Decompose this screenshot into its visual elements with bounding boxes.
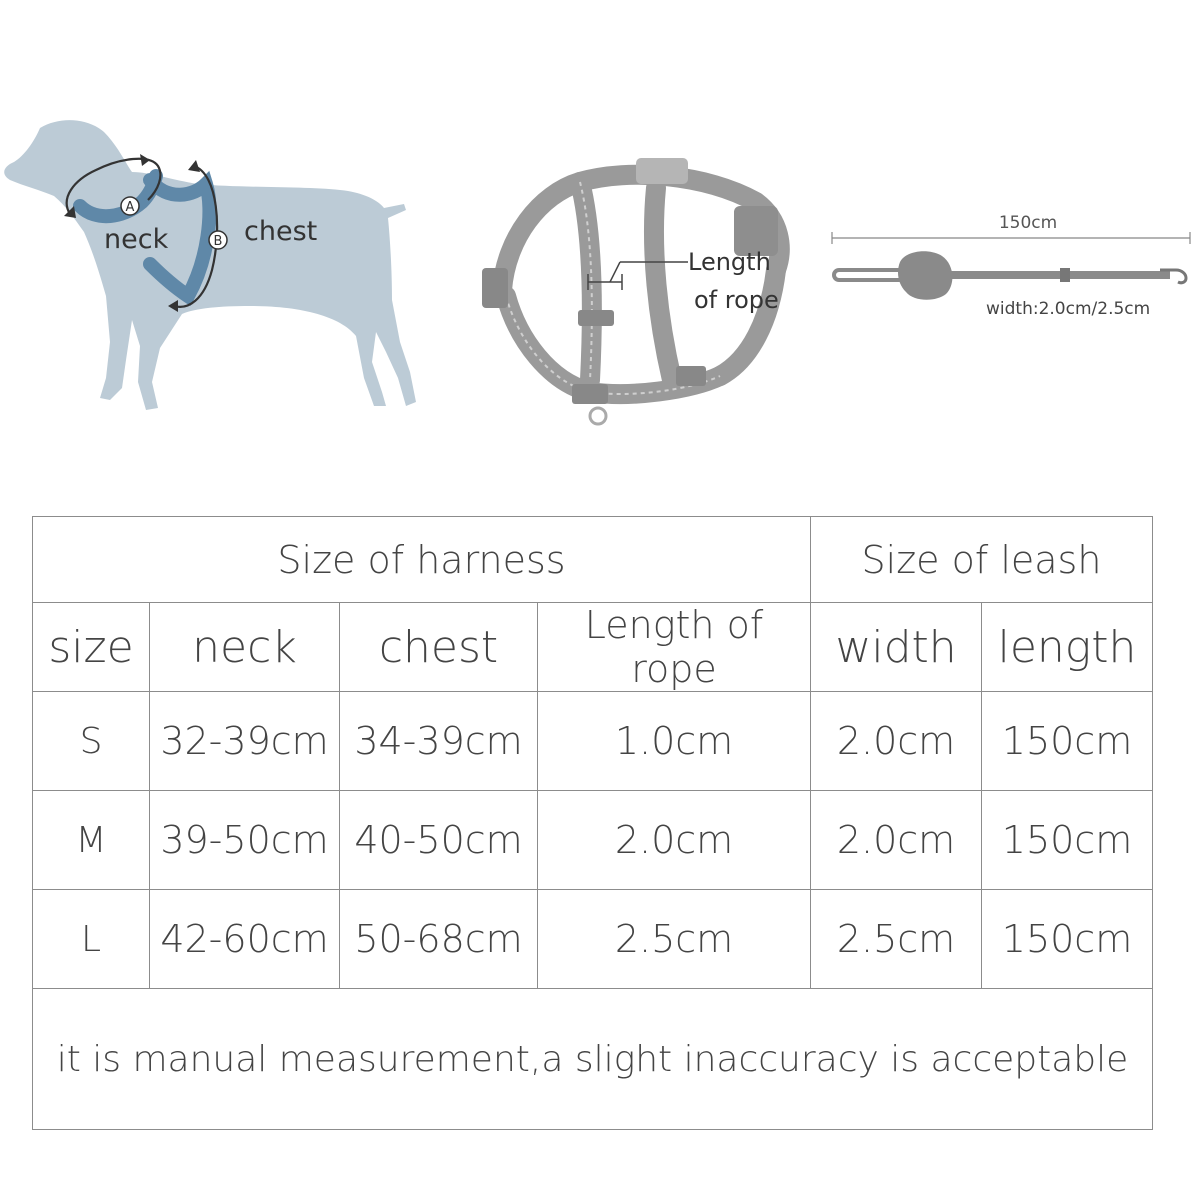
dog-silhouette (4, 120, 416, 410)
harness-top-buckle (636, 158, 688, 184)
column-header-neck: neck (150, 603, 340, 692)
column-header-row (33, 603, 1153, 692)
leash-product-illustration (820, 200, 1200, 320)
table-row (33, 692, 1153, 791)
neck-cell: 42-60cm (150, 890, 340, 989)
column-header-chest: chest (340, 603, 538, 692)
size-cell: M (33, 791, 150, 890)
width-cell: 2.0cm (811, 791, 982, 890)
column-header-size: size (33, 603, 150, 692)
rope-length-connector (610, 262, 620, 282)
measurement-note: it is manual measurement,a slight inaccuracy is acceptable (33, 989, 1153, 1130)
dog-measurement-illustration (0, 110, 430, 430)
marker-a: A (125, 200, 135, 215)
rope-cell: 2.5cm (538, 890, 811, 989)
harness-d-ring (590, 408, 606, 424)
rope-cell: 1.0cm (538, 692, 811, 791)
width-cell: 2.0cm (811, 692, 982, 791)
size-cell: S (33, 692, 150, 791)
size-cell: L (33, 890, 150, 989)
note-row (33, 989, 1153, 1130)
neck-arrow-icon-2 (140, 154, 150, 166)
harness-slider (578, 310, 614, 326)
table-header-row (33, 517, 1153, 603)
column-header-length: length (982, 603, 1153, 692)
rope-cell: 2.0cm (538, 791, 811, 890)
table-row (33, 890, 1153, 989)
chest-cell: 40-50cm (340, 791, 538, 890)
harness-chest-slider (676, 366, 706, 386)
length-cell: 150cm (982, 890, 1153, 989)
marker-b: B (213, 234, 223, 249)
leash-pouch (898, 251, 952, 300)
chest-arrow-icon (188, 160, 200, 172)
chest-cell: 34-39cm (340, 692, 538, 791)
leash-handle (834, 270, 904, 280)
chest-label: chest (244, 216, 318, 247)
neck-label: neck (104, 224, 169, 255)
harness-side-buckle (482, 268, 508, 308)
neck-cell: 32-39cm (150, 692, 340, 791)
harness-bottom-slider (572, 384, 608, 404)
length-cell: 150cm (982, 791, 1153, 890)
column-header-rope: Length of rope (538, 603, 811, 692)
neck-cell: 39-50cm (150, 791, 340, 890)
leash-slider (1060, 268, 1070, 282)
harness-product-illustration (470, 140, 800, 440)
rope-label-line1: Length (688, 248, 771, 276)
leash-length-label: 150cm (998, 213, 1058, 233)
column-header-width: width (811, 603, 982, 692)
width-cell: 2.5cm (811, 890, 982, 989)
leash-width-label: width:2.0cm/2.5cm (986, 299, 1151, 319)
length-cell: 150cm (982, 692, 1153, 791)
chest-cell: 50-68cm (340, 890, 538, 989)
size-table (32, 516, 1153, 1130)
table-row (33, 791, 1153, 890)
leash-header: Size of leash (811, 517, 1153, 603)
rope-label-line2: of rope (694, 286, 779, 314)
harness-header: Size of harness (33, 517, 811, 603)
